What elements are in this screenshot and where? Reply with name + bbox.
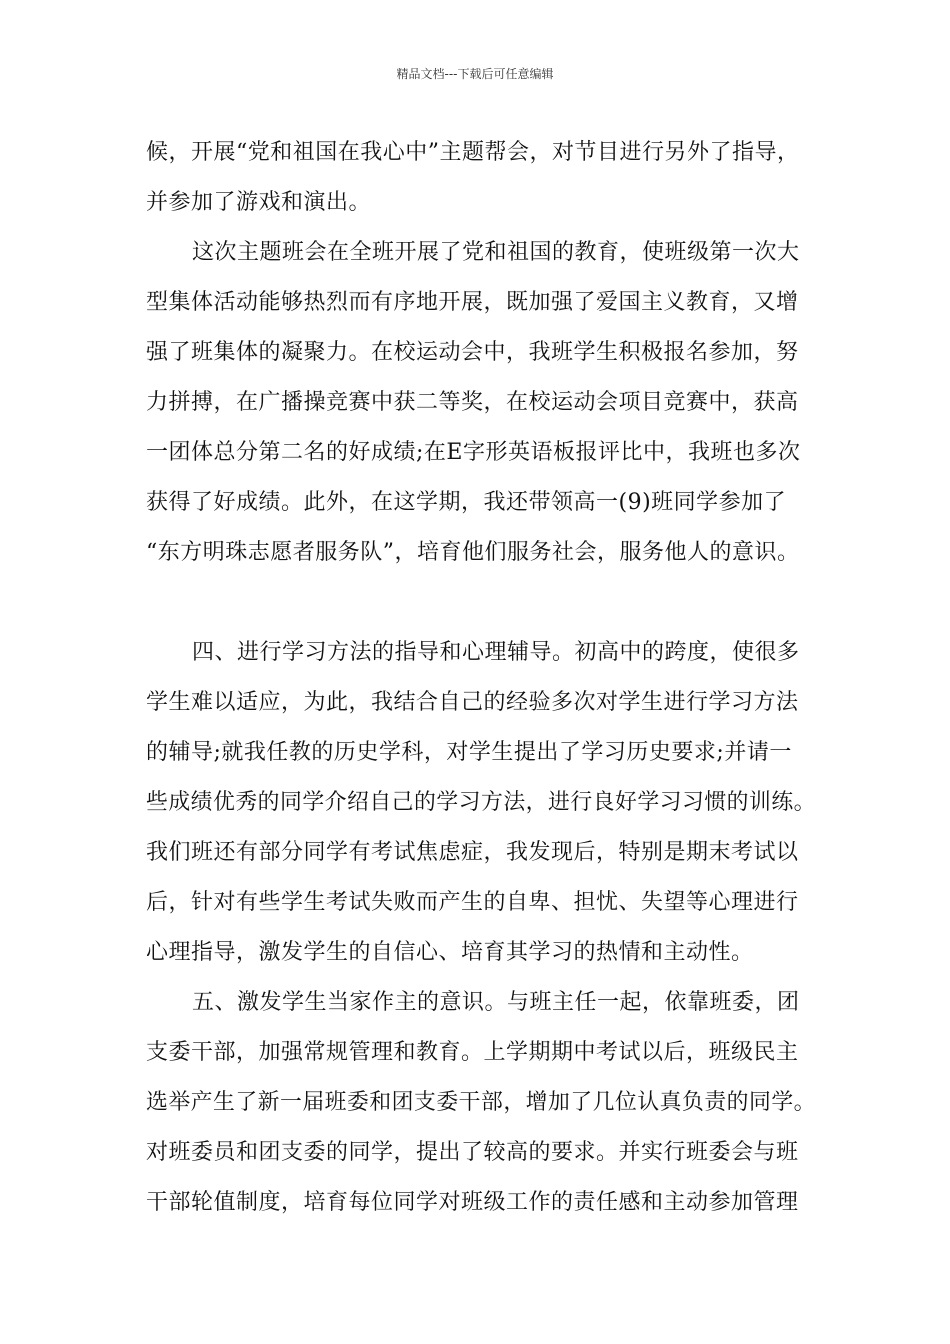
text-line: 后，针对有些学生考试失败而产生的自卑、担忧、失望等心理进行: [146, 890, 799, 915]
text-line: 候，开展“党和祖国在我心中”主题帮会，对节目进行另外了指导，: [146, 140, 800, 165]
text-line: 些成绩优秀的同学介绍自己的学习方法，进行良好学习习惯的训练。: [146, 790, 817, 815]
page-header: 精品文档---下载后可任意编辑: [396, 67, 554, 81]
text-line: 支委干部，加强常规管理和教育。上学期期中考试以后，班级民主: [146, 1040, 799, 1065]
text-line: 我们班还有部分同学有考试焦虑症，我发现后，特别是期末考试以: [146, 840, 799, 865]
text-line: 强了班集体的凝聚力。在校运动会中，我班学生积极报名参加，努: [146, 340, 799, 365]
text-line: “东方明珠志愿者服务队”，培育他们服务社会，服务他人的意识。: [146, 540, 800, 565]
text-line: 选举产生了新一届班委和团支委干部，增加了几位认真负责的同学。: [146, 1090, 817, 1115]
text-line: 学生难以适应，为此，我结合自己的经验多次对学生进行学习方法: [146, 690, 799, 715]
text-line: 这次主题班会在全班开展了党和祖国的教育，使班级第一次大: [192, 240, 800, 265]
text-line: 获得了好成绩。此外，在这学期，我还带领高一(9)班同学参加了: [146, 490, 787, 515]
text-line: 五、激发学生当家作主的意识。与班主任一起，依靠班委，团: [192, 990, 800, 1015]
text-line: 对班委员和团支委的同学，提出了较高的要求。并实行班委会与班: [146, 1140, 799, 1165]
text-line: 力拼搏，在广播操竞赛中获二等奖，在校运动会项目竞赛中，获高: [146, 390, 799, 415]
text-line: 一团体总分第二名的好成绩;在E字形英语板报评比中，我班也多次: [146, 440, 801, 465]
text-line: 干部轮值制度，培育每位同学对班级工作的责任感和主动参加管理: [146, 1190, 799, 1215]
text-line: 型集体活动能够热烈而有序地开展，既加强了爱国主义教育，又增: [146, 290, 799, 315]
text-line: 四、进行学习方法的指导和心理辅导。初高中的跨度，使很多: [192, 640, 800, 665]
text-line: 并参加了游戏和演出。: [146, 190, 372, 215]
text-line: 心理指导，激发学生的自信心、培育其学习的热情和主动性。: [146, 940, 754, 965]
text-line: 的辅导;就我任教的历史学科，对学生提出了学习历史要求;并请一: [146, 740, 792, 765]
